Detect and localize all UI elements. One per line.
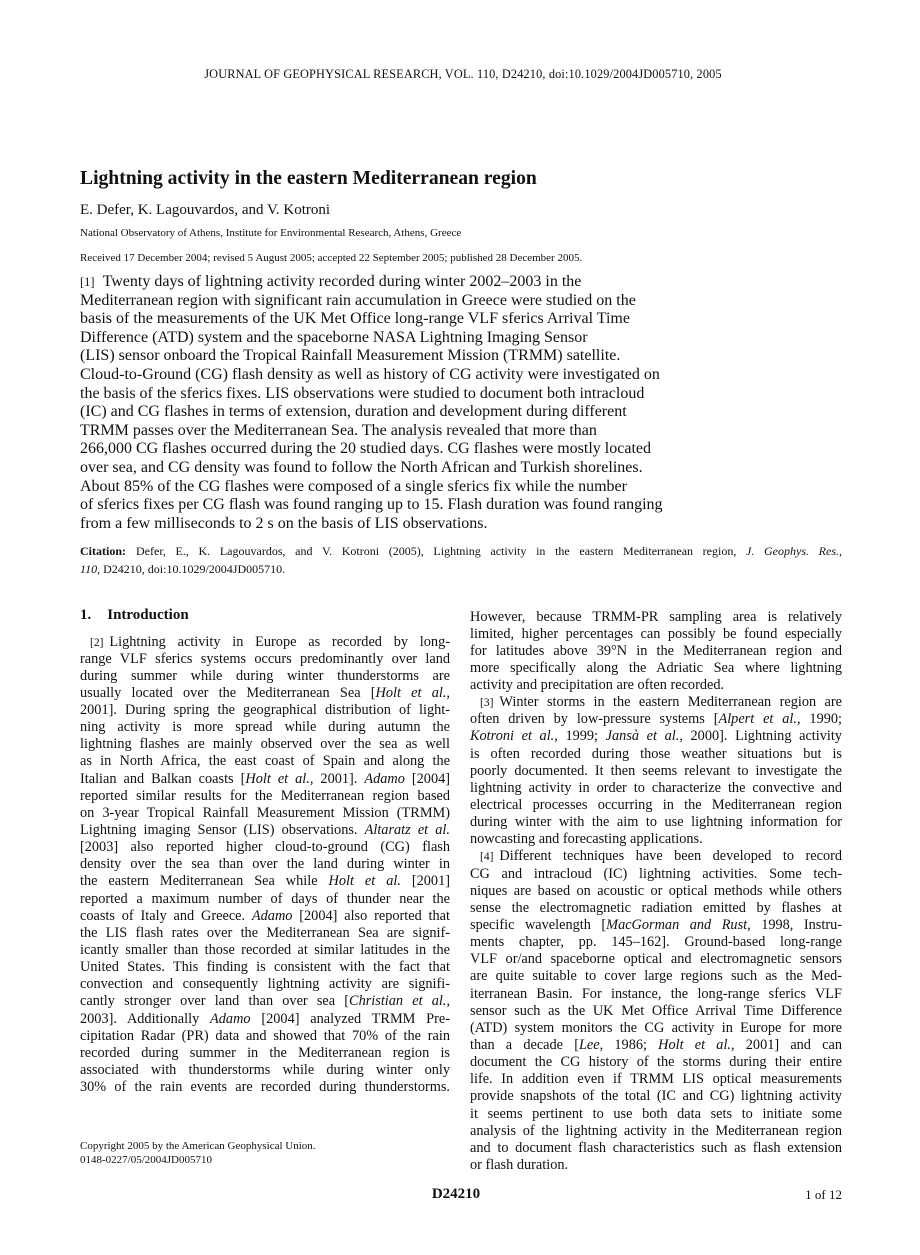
text-segment: Different techniques have been developed to record bbox=[499, 848, 842, 865]
text-segment: However, because TRMM-PR sampling area is relatively bbox=[470, 608, 842, 625]
text-segment: are quite suitable to cover large regions such as the Med- bbox=[470, 968, 842, 985]
abstract-line bbox=[80, 440, 720, 459]
text-segment: [2003] also reported higher cloud-to-ground (CG) flash bbox=[80, 839, 450, 856]
citation-reference: Christian et al. bbox=[349, 993, 447, 1010]
text-line bbox=[80, 719, 450, 736]
text-line bbox=[80, 1079, 450, 1096]
text-segment: ning activity is more spread while during autumn the bbox=[80, 719, 450, 736]
text-segment: , bbox=[446, 684, 450, 701]
abstract-text: (LIS) sensor onboard the Tropical Rainfall Measurement Mission (TRMM) satellite. bbox=[80, 347, 621, 365]
abstract-line bbox=[80, 310, 720, 329]
text-segment: density over the sea than over the land during winter in bbox=[80, 856, 450, 873]
text-segment: , 2001]. bbox=[309, 770, 365, 787]
text-segment: icantly smaller than those recorded at similar latitudes in the bbox=[80, 942, 450, 959]
abstract-text: of sferics fixes per CG flash was found ranging up to 15. Flash duration was found ranging bbox=[80, 496, 663, 514]
text-segment: activity and precipitation are often recorded. bbox=[470, 677, 725, 694]
text-line bbox=[470, 866, 842, 883]
citation-reference: Adamo bbox=[210, 1010, 251, 1027]
text-segment: , 1998, Instru- bbox=[747, 917, 843, 934]
text-line bbox=[470, 1106, 842, 1123]
text-line bbox=[470, 728, 842, 745]
text-segment: the LIS flash rates over the Mediterranean Sea are signif- bbox=[80, 924, 450, 941]
abstract-text: About 85% of the CG flashes were composed of a single sferics fix while the number bbox=[80, 477, 627, 495]
section-heading bbox=[80, 607, 189, 624]
abstract-text: Cloud-to-Ground (CG) flash density as well as history of CG activity were investigated on bbox=[80, 365, 660, 383]
text-line bbox=[470, 1037, 842, 1054]
text-line bbox=[470, 643, 842, 660]
text-line bbox=[80, 1062, 450, 1079]
text-line bbox=[80, 822, 450, 839]
text-segment: cipitation Radar (PR) data and showed that 70% of the rain bbox=[80, 1027, 450, 1044]
citation-volume: 110 bbox=[80, 562, 98, 576]
paragraph-number: [4] bbox=[480, 851, 494, 864]
abstract-line bbox=[80, 478, 720, 497]
issn-line: 0148-0227/05/2004JD005710 bbox=[80, 1154, 212, 1166]
text-segment: poorly documented. It then seems relevant to investigate the bbox=[470, 762, 842, 779]
text-segment: VLF or/and spaceborne optical and electromagnetic sensors bbox=[470, 951, 842, 968]
text-line bbox=[80, 839, 450, 856]
text-line bbox=[470, 660, 842, 677]
text-line bbox=[80, 925, 450, 942]
abstract-line bbox=[80, 366, 720, 385]
text-line bbox=[470, 1020, 842, 1037]
citation-journal: J. Geophys. Res. bbox=[746, 544, 839, 558]
text-segment: Winter storms in the eastern Mediterranean region are bbox=[499, 694, 842, 711]
abstract-text: TRMM passes over the Mediterranean Sea. The analysis revealed that more than bbox=[80, 421, 597, 439]
copyright-notice bbox=[80, 1139, 316, 1167]
text-segment: , 2000]. Lightning activity bbox=[679, 728, 842, 745]
text-segment: specific wavelength [ bbox=[470, 917, 607, 934]
section-number: 1. bbox=[80, 607, 92, 623]
abstract-line bbox=[80, 329, 720, 348]
text-segment: and to document flash characteristics such as flash extension bbox=[470, 1139, 842, 1156]
text-segment: coasts of Italy and Greece. bbox=[80, 907, 252, 924]
citation-reference: Alpert et al. bbox=[718, 711, 797, 728]
citation-reference: Adamo bbox=[364, 770, 405, 787]
text-segment: iterranean Basin. For instance, the long-range sferics VLF bbox=[470, 985, 842, 1002]
text-line bbox=[470, 711, 842, 728]
citation-comma: , bbox=[839, 544, 842, 558]
text-segment: Lightning activity in Europe as recorded by long- bbox=[109, 633, 450, 650]
text-segment: or flash duration. bbox=[470, 1157, 569, 1173]
abstract-line bbox=[80, 496, 720, 515]
text-segment: analysis of the lightning activity in the Mediterranean region bbox=[470, 1122, 842, 1139]
text-line bbox=[470, 677, 842, 694]
text-line bbox=[470, 1071, 842, 1088]
text-segment: , 1990; bbox=[796, 711, 843, 728]
abstract-line bbox=[80, 403, 720, 422]
text-segment: on 3-year Tropical Rainfall Measurement Mission (TRMM) bbox=[80, 804, 450, 821]
text-segment: Lightning imaging Sensor (LIS) observations. bbox=[80, 822, 365, 839]
abstract-text: 266,000 CG flashes occurred during the 20 studied days. CG flashes were mostly located bbox=[80, 440, 651, 458]
text-segment: [2004] analyzed TRMM Pre- bbox=[250, 1010, 450, 1027]
footer-article-id: D24210 bbox=[431, 1186, 481, 1202]
affiliation: National Observatory of Athens, Institute for Environmental Research, Athens, Greece bbox=[80, 227, 462, 239]
text-line bbox=[470, 797, 842, 814]
section-title: Introduction bbox=[107, 607, 189, 623]
text-segment: document the CG history of the storms during their entire bbox=[470, 1054, 842, 1071]
text-line bbox=[80, 702, 450, 719]
abstract-line bbox=[80, 273, 720, 292]
text-line bbox=[470, 986, 842, 1003]
abstract-text: the basis of the sferics fixes. LIS observations were studied to document both intracloud bbox=[80, 384, 645, 402]
abstract-line bbox=[80, 347, 720, 366]
text-segment: electrical processes occurring in the Mediterranean region bbox=[470, 797, 842, 814]
text-line bbox=[470, 1003, 842, 1020]
text-segment: nowcasting and forecasting applications. bbox=[470, 831, 703, 848]
text-line bbox=[80, 736, 450, 753]
text-segment: , 1999; bbox=[554, 728, 606, 745]
text-line bbox=[470, 1157, 842, 1174]
text-line bbox=[470, 934, 842, 951]
text-line bbox=[80, 651, 450, 668]
citation-reference: Adamo bbox=[251, 907, 293, 924]
text-segment: recorded during summer in the Mediterranean region is bbox=[80, 1044, 450, 1061]
text-segment: [2001] bbox=[400, 873, 450, 890]
text-line bbox=[470, 883, 842, 900]
text-line bbox=[470, 900, 842, 917]
text-line bbox=[470, 780, 842, 797]
text-line bbox=[80, 1045, 450, 1062]
text-segment: provide snapshots of the total (IC and CG) lightning activity bbox=[470, 1088, 842, 1105]
text-segment: [2004] bbox=[404, 770, 450, 787]
text-segment: lightning activity in order to characterize the convective and bbox=[470, 779, 842, 796]
text-segment: 30% of the rain events are recorded during thunderstorms. bbox=[80, 1079, 450, 1096]
abstract-text: Twenty days of lightning activity recorded during winter 2002–2003 in the bbox=[102, 273, 582, 290]
text-segment: , 2001] and can bbox=[731, 1037, 842, 1054]
text-line bbox=[470, 1088, 842, 1105]
citation-text: Defer, E., K. Lagouvardos, and V. Kotroni (2005), Lightning activity in the eastern Mediterranean region, bbox=[136, 544, 747, 558]
citation-reference: MacGorman and Rust bbox=[606, 917, 748, 934]
text-line bbox=[470, 848, 842, 865]
text-segment: usually located over the Mediterranean Sea [ bbox=[80, 684, 376, 701]
text-line bbox=[80, 634, 450, 651]
text-line bbox=[80, 993, 450, 1010]
text-segment: lightning flashes are mainly observed over the sea as well bbox=[80, 736, 450, 753]
text-line bbox=[470, 968, 842, 985]
text-line bbox=[470, 1123, 842, 1140]
text-segment: , 1986; bbox=[599, 1037, 659, 1054]
text-segment: often driven by low-pressure systems [ bbox=[470, 711, 719, 728]
text-segment: limited, higher percentages can possibly be found especially bbox=[470, 625, 842, 642]
abstract-text: Difference (ATD) system and the spaceborne NASA Lightning Imaging Sensor bbox=[80, 328, 588, 346]
text-line bbox=[470, 814, 842, 831]
text-line bbox=[470, 1054, 842, 1071]
text-line bbox=[80, 1011, 450, 1028]
citation-doi: , D24210, doi:10.1029/2004JD005710. bbox=[97, 562, 286, 576]
text-line bbox=[80, 942, 450, 959]
citation-reference: Holt et al. bbox=[245, 770, 310, 787]
right-column bbox=[470, 609, 842, 1175]
paragraph-number: [3] bbox=[480, 697, 494, 710]
citation-reference: Holt et al. bbox=[375, 684, 447, 701]
text-line bbox=[470, 951, 842, 968]
text-segment: cantly stronger over land than over sea [ bbox=[80, 993, 350, 1010]
abstract-line bbox=[80, 422, 720, 441]
text-segment: sense the electromagnetic radiation emitted by flashes at bbox=[470, 899, 842, 916]
text-line bbox=[80, 668, 450, 685]
text-segment: than a decade [ bbox=[470, 1037, 579, 1054]
text-line bbox=[80, 891, 450, 908]
text-segment: [2004] also reported that bbox=[292, 907, 450, 924]
abstract-line bbox=[80, 385, 720, 404]
authors: E. Defer, K. Lagouvardos, and V. Kotroni bbox=[80, 202, 331, 218]
text-segment: (ATD) system monitors the CG activity in Europe for more bbox=[470, 1019, 842, 1036]
text-line bbox=[470, 609, 842, 626]
abstract-line bbox=[80, 515, 720, 534]
text-segment: CG and intracloud (IC) lightning activities. Some tech- bbox=[470, 865, 842, 882]
text-segment: it seems pertinent to use both data sets to initiate some bbox=[470, 1105, 842, 1122]
text-segment: ments chapter, pp. 145–162]. Ground-based long-range bbox=[470, 934, 842, 951]
text-segment: 2003]. Additionally bbox=[80, 1010, 211, 1027]
text-segment: 2001]. During spring the geographical distribution of light- bbox=[80, 702, 450, 719]
text-line bbox=[470, 626, 842, 643]
text-segment: range VLF sferics systems occurs predominantly over land bbox=[80, 650, 450, 667]
abstract-text: basis of the measurements of the UK Met Office long-range VLF sferics Arrival Time bbox=[80, 310, 630, 328]
citation bbox=[80, 542, 842, 578]
text-line bbox=[80, 805, 450, 822]
text-segment: associated with thunderstorms while during winter only bbox=[80, 1062, 450, 1079]
paragraph-number: [1] bbox=[80, 275, 95, 289]
citation-reference: Holt et al. bbox=[328, 873, 401, 890]
text-line bbox=[470, 763, 842, 780]
text-segment: niques are based on acoustic or optical methods while others bbox=[470, 882, 842, 899]
left-column bbox=[80, 634, 450, 1097]
text-line bbox=[80, 685, 450, 702]
text-segment: United States. This finding is consistent with the fact that bbox=[80, 959, 450, 976]
text-line bbox=[80, 959, 450, 976]
text-line bbox=[470, 746, 842, 763]
text-line bbox=[80, 753, 450, 770]
text-segment: during summer while during winter thunderstorms are bbox=[80, 667, 450, 684]
text-line bbox=[80, 856, 450, 873]
text-segment: convection and consequently lightning activity are signifi- bbox=[80, 976, 450, 993]
text-segment: is often recorded during those weather situations but is bbox=[470, 745, 842, 762]
abstract-text: Mediterranean region with significant rain accumulation in Greece were studied on the bbox=[80, 291, 636, 309]
abstract-text: (IC) and CG flashes in terms of extension, duration and development during different bbox=[80, 403, 627, 421]
citation-reference: Jansà et al. bbox=[605, 728, 680, 745]
paragraph-number: [2] bbox=[90, 636, 104, 649]
text-segment: the eastern Mediterranean Sea while bbox=[80, 873, 329, 890]
citation-reference: Altaratz et al. bbox=[364, 822, 450, 839]
text-segment: , bbox=[446, 993, 451, 1010]
citation-reference: Holt et al. bbox=[658, 1037, 731, 1054]
text-segment: sensor such as the UK Met Office Arrival Time Difference bbox=[470, 1002, 842, 1019]
running-header: JOURNAL OF GEOPHYSICAL RESEARCH, VOL. 110, D24210, doi:10.1029/2004JD005710, 2005 bbox=[204, 67, 722, 81]
text-line bbox=[470, 917, 842, 934]
page-number: 1 of 12 bbox=[805, 1187, 842, 1202]
text-segment: as in North Africa, the east coast of Spain and along the bbox=[80, 753, 450, 770]
text-line bbox=[80, 1028, 450, 1045]
citation-label: Citation: bbox=[80, 544, 126, 558]
received-dates: Received 17 December 2004; revised 5 August 2005; accepted 22 September 2005; published 28 December 2005. bbox=[80, 252, 583, 264]
text-segment: Italian and Balkan coasts [ bbox=[80, 770, 246, 787]
text-line bbox=[470, 831, 842, 848]
text-segment: during winter with the aim to use lightning information for bbox=[470, 814, 842, 831]
text-line bbox=[470, 1140, 842, 1157]
abstract-line bbox=[80, 459, 720, 478]
text-segment: reported a maximum number of days of thunder near the bbox=[80, 890, 450, 907]
paper-title: Lightning activity in the eastern Mediterranean region bbox=[80, 168, 537, 189]
copyright-line: Copyright 2005 by the American Geophysical Union. bbox=[80, 1140, 316, 1152]
text-line bbox=[80, 976, 450, 993]
abstract-text: over sea, and CG density was found to follow the North African and Turkish shorelines. bbox=[80, 458, 643, 476]
abstract bbox=[80, 273, 720, 533]
text-segment: reported similar results for the Mediterranean region based bbox=[80, 787, 450, 804]
text-line bbox=[80, 771, 450, 788]
text-line bbox=[80, 908, 450, 925]
text-line bbox=[80, 873, 450, 890]
abstract-text: from a few milliseconds to 2 s on the basis of LIS observations. bbox=[80, 514, 488, 532]
abstract-line bbox=[80, 292, 720, 311]
text-segment: life. In addition even if TRMM LIS optical measurements bbox=[470, 1071, 842, 1088]
citation-reference: Kotroni et al. bbox=[470, 728, 555, 745]
text-line bbox=[470, 694, 842, 711]
text-segment: more specifically along the Adriatic Sea where lightning bbox=[470, 659, 842, 676]
text-segment: for latitudes above 39°N in the Mediterranean region and bbox=[470, 642, 842, 659]
citation-reference: Lee bbox=[578, 1037, 600, 1054]
text-line bbox=[80, 788, 450, 805]
